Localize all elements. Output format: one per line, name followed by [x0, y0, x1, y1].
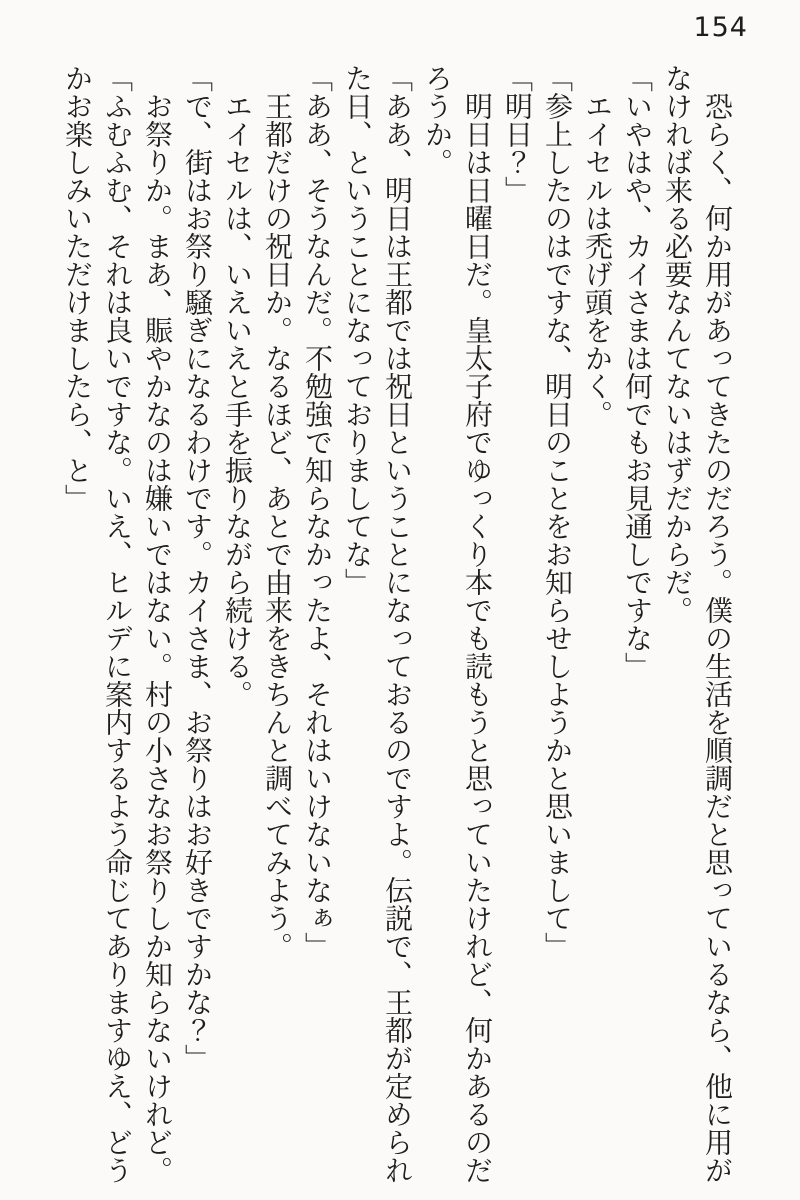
dialogue-paragraph: 「ああ、そうなんだ。不勉強で知らなかったよ、それはいけないなぁ」	[301, 64, 332, 960]
text-area	[54, 64, 736, 1188]
dialogue-paragraph: 「で、街はお祭り騒ぎになるわけです。カイさま、お祭りはお好きですかな？」	[181, 64, 212, 1072]
page-number: 154	[693, 12, 748, 43]
narration-paragraph: お祭りか。まあ、賑やかなのは嫌いではない。村の小さなお祭りしか知らないけれど。	[141, 92, 172, 1184]
dialogue-paragraph: 「明日？」	[501, 64, 532, 204]
narration-paragraph: 恐らく、何か用があってきたのだろう。僕の生活を順調だと思っているなら、他に用がなければ来る必要なんてないはずだからだ。	[661, 64, 732, 1184]
dialogue-paragraph: 「ああ、明日は王都では祝日ということになっておるのですよ。伝説で、王都が定められた日、ということになっておりましてな」	[341, 64, 412, 1184]
narration-paragraph: エイセルは禿げ頭をかく。	[581, 92, 612, 428]
narration-paragraph: 王都だけの祝日か。なるほど、あとで由来をきちんと調べてみよう。	[261, 92, 292, 960]
narration-paragraph: エイセルは、いえいえと手を振りながら続ける。	[221, 92, 252, 708]
dialogue-paragraph: 「ふむふむ、それは良いですな。いえ、ヒルデに案内するよう命じてありますゆえ、どうかお楽しみいただけましたら、と」	[61, 64, 132, 1184]
dialogue-paragraph: 「参上したのはですな、明日のことをお知らせしようかと思いまして」	[541, 64, 572, 960]
dialogue-paragraph: 「いやはや、カイさまは何でもお見通しですな」	[621, 64, 652, 680]
narration-paragraph: 明日は日曜日だ。皇太子府でゆっくり本でも読もうと思っていたけれど、何かあるのだろうか。	[421, 64, 492, 1184]
